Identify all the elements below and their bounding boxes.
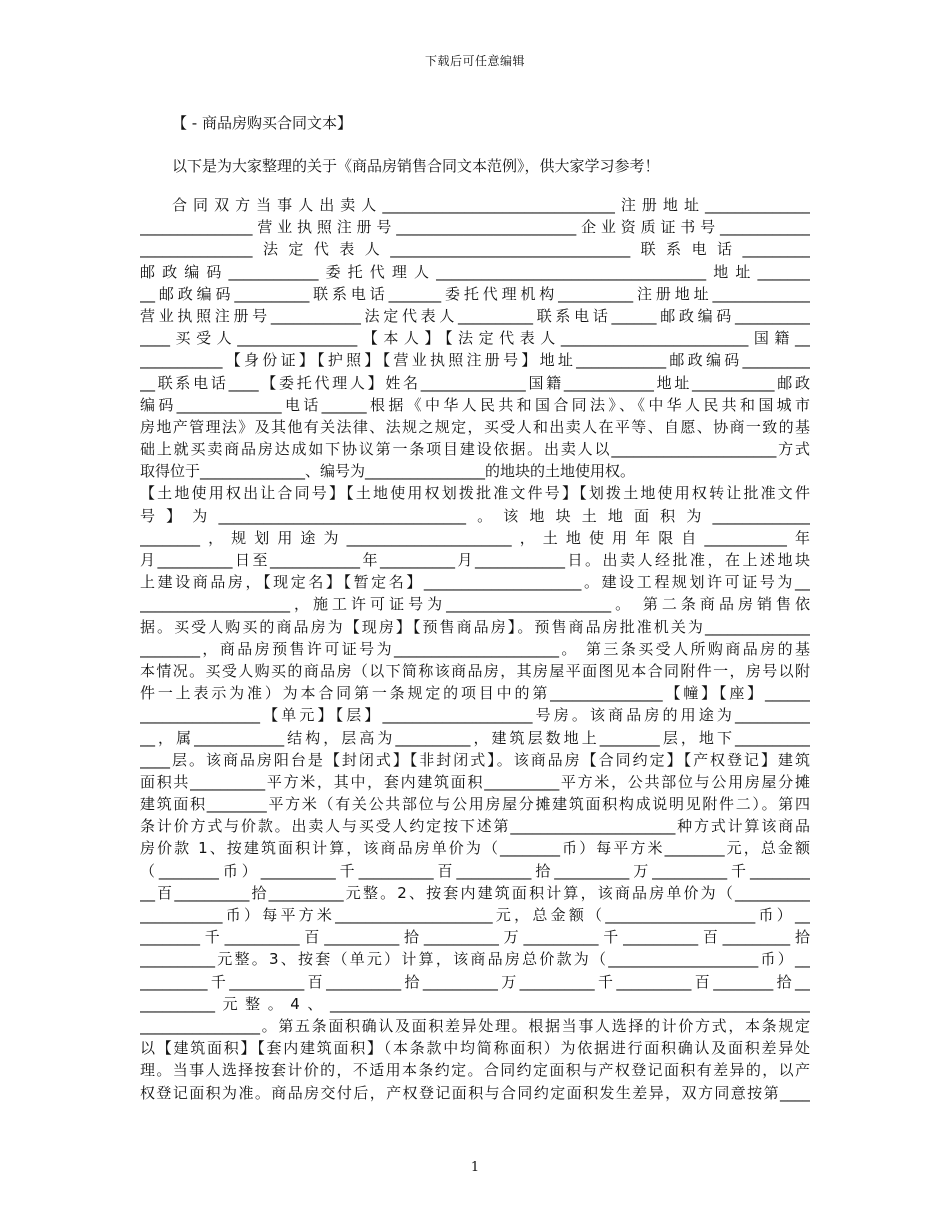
body-line: ____________________，施工许可证号为______________________。 第二条商品房销售依 <box>140 595 810 614</box>
body-line: 合同双方当事人出卖人_______________________________注册地址______________ <box>172 196 810 214</box>
body-line: 条计价方式与价款。出卖人与买受人约定按下述第______________________种方式计算该商品 <box>140 817 810 836</box>
body-line: _______________营业执照注册号________________________企业资质证书号____________ <box>140 218 810 237</box>
body-line: __________元整。3、按套（单元）计算，该商品房总价款为（____________________币）__ <box>140 950 810 969</box>
body-line: 权登记面积为准。商品房交付后，产权登记面积与合同约定面积发生差异，双方同意按第____ <box>140 1083 810 1102</box>
body-line: 据。买受人购买的商品房为【现房】【预售商品房】。预售商品房批准机关为______________ <box>140 617 810 636</box>
body-line: ________________。第五条面积确认及面积差异处理。根据当事人选择的计价方式，本条规定 <box>140 1016 810 1035</box>
body-line: 【土地使用权出让合同号】【土地使用权划拨批准文件号】【划拨土地使用权转让批准文件 <box>140 484 810 503</box>
body-line: ___________【身份证】【护照】【营业执照注册号】地址____________邮政编码_________ <box>140 351 810 370</box>
body-line: __，属____________结构，层高为__________，建筑层数地上________层，地下__________ <box>140 728 810 747</box>
body-line: __百__________拾__________元整。2、按套内建筑面积计算，该商品房单价为（__________ <box>140 883 810 902</box>
body-line: ________，商品房预售许可证号为______________________。 第三条买受人所购商品房的基 <box>140 639 810 658</box>
intro-paragraph: 以下是为大家整理的关于《商品房销售合同文本范例》，供大家学习参考！ <box>172 157 660 175</box>
body-line: 营业执照注册号____________法定代表人__________联系电话______邮政编码__________ <box>140 306 810 325</box>
body-line: 号】为_________________________________。该地块土地面积为_____________ <box>140 506 810 525</box>
body-line: ________，规划用途为______________________，土地使用年限自___________年 <box>140 528 810 547</box>
contract-body <box>140 194 810 1104</box>
body-line: ___________币）每平方米_____________________元，总金额（____________________币）__ <box>140 906 810 924</box>
body-line: 取得位于______________、编号为________________的地块的土地使用权。 <box>140 462 636 481</box>
body-line: 上建设商品房，【现定名】【暂定名】_____________________。建设工程规划许可证号为__ <box>140 573 810 592</box>
body-line: 理。当事人选择按套计价的，不适用本条约定。合同约定面积与产权登记面积有差异的，以产 <box>140 1061 810 1080</box>
body-line: 面积共__________平方米，其中，套内建筑面积__________平方米，公共部位与公用房屋分摊 <box>140 772 810 791</box>
body-line: 件一上表示为准）为本合同第一条规定的项目中的第_______________【幢】【座】______ <box>140 684 810 703</box>
body-line: ________________【单元】【层】____________________号房。该商品房的用途为__________ <box>140 706 810 725</box>
body-line: __邮政编码__________联系电话_______委托代理机构__________注册地址_____________ <box>140 284 810 303</box>
page-number: 1 <box>470 1160 480 1175</box>
body-line: _________千__________百__________拾__________万__________千__________百________拾__ <box>140 972 810 991</box>
body-line: 础上就买卖商品房达成如下协议第一条项目建设依据。出卖人以______________________方式 <box>140 440 810 459</box>
body-line: _______________法定代表人________________________________联系电话_________ <box>140 240 810 259</box>
body-line: ____层。该商品房阳台是【封闭式】【非封闭式】。该商品房【合同约定】【产权登记】建筑 <box>140 750 810 769</box>
body-line: 月__________日至____________年__________月____________日。出卖人经批准，在上述地块 <box>140 551 810 569</box>
document-title: 【 - 商品房购买合同文本】 <box>172 114 352 132</box>
body-line: 建筑面积________平方米（有关公共部位与公用房屋分摊建筑面积构成说明见附件二）。第四 <box>140 795 810 814</box>
body-line: __联系电话____【委托代理人】姓名______________国籍____________地址___________邮政 <box>140 373 810 392</box>
body-line: __________元整。4、________________________________________________________________ <box>140 994 810 1013</box>
page-header: 下载后可任意编辑 <box>424 54 525 68</box>
body-line: 房地产管理法》及其他有关法律、法规之规定，买受人和出卖人在平等、自愿、协商一致的基 <box>140 417 810 436</box>
body-line: 以【建筑面积】【套内建筑面积】（本条款中均简称面积）为依据进行面积确认及面积差异处 <box>140 1039 810 1058</box>
body-line: ________千__________百__________拾__________万__________千__________百_________拾 <box>140 928 810 947</box>
body-line: 本情况。买受人购买的商品房（以下简称该商品房，其房屋平面图见本合同附件一，房号以附 <box>140 661 810 680</box>
body-line: ____买受人________________【本人】【法定代表人_________________________国籍__ <box>140 329 810 348</box>
body-line: 房价款 1、按建筑面积计算，该商品房单价为（________币）每平方米________元，总金额 <box>140 839 810 858</box>
body-line: （________币）__________千__________百__________拾__________万__________千________ <box>140 861 810 880</box>
body-line: 邮政编码____________委托代理人____________________________________地址_______ <box>140 262 810 281</box>
body-line: 编码______________电话______根据《中华人民共和国合同法》、《中华人民共和国城市 <box>140 395 810 414</box>
